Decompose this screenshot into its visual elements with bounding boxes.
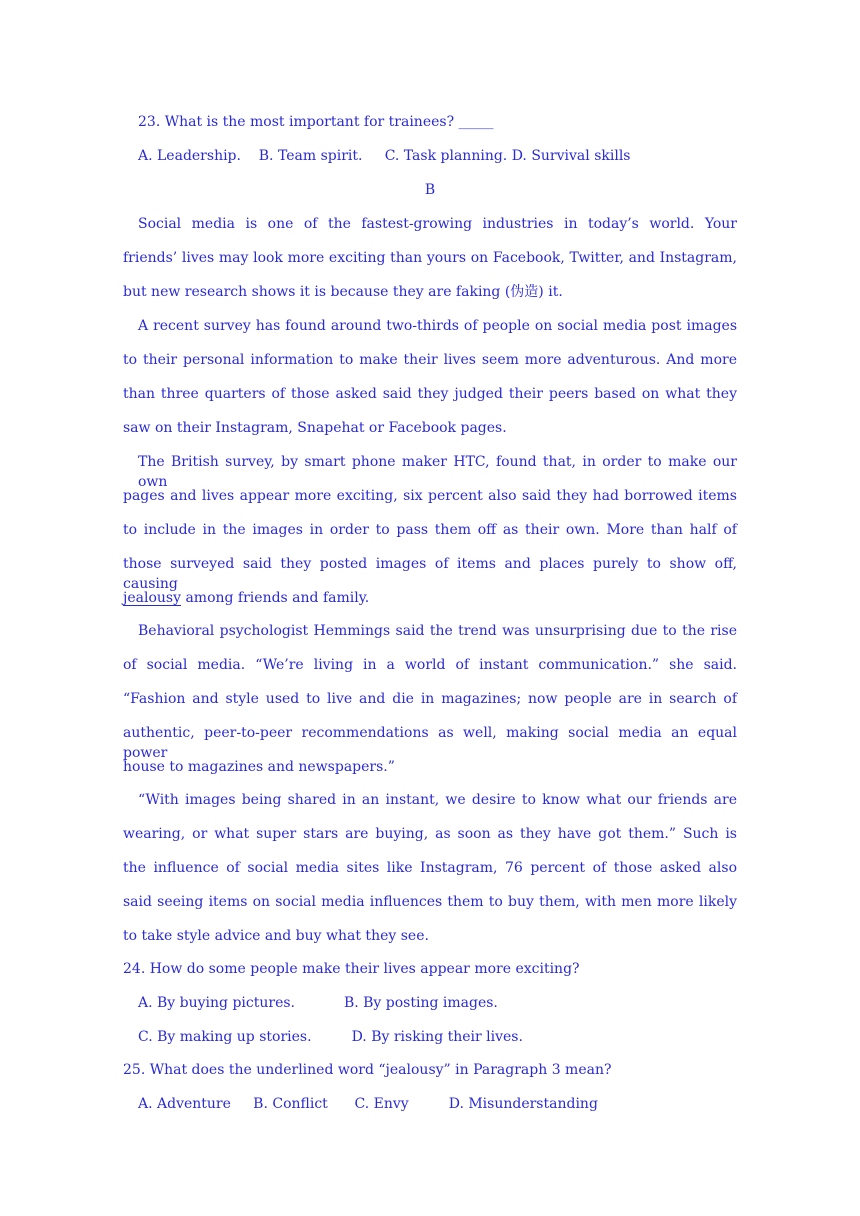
paragraph-2-line-3: than three quarters of those asked said they judged their peers based on what they xyxy=(123,386,737,402)
paragraph-1-line-1: Social media is one of the fastest-growing industries in today’s world. Your xyxy=(138,216,737,232)
question-23-options: A. Leadership. B. Team spirit. C. Task planning. D. Survival skills xyxy=(138,148,631,164)
paragraph-5-line-4: said seeing items on social media influences them to buy them, with men more likely xyxy=(123,894,737,910)
paragraph-3-line-5-rest: among friends and family. xyxy=(181,590,370,606)
paragraph-3-line-1: The British survey, by smart phone maker HTC, found that, in order to make our own xyxy=(138,454,737,490)
paragraph-2-line-2: to their personal information to make their lives seem more adventurous. And more xyxy=(123,352,737,368)
question-24-options-row-1: A. By buying pictures. B. By posting images. xyxy=(138,995,498,1011)
paragraph-1-line-2: friends’ lives may look more exciting than yours on Facebook, Twitter, and Instagram, xyxy=(123,250,737,266)
question-24-options-row-2: C. By making up stories. D. By risking their lives. xyxy=(138,1029,523,1045)
question-25: 25. What does the underlined word “jealousy” in Paragraph 3 mean? xyxy=(123,1062,612,1078)
paragraph-3-line-3: to include in the images in order to pass them off as their own. More than half of xyxy=(123,522,737,538)
paragraph-4-line-4: authentic, peer-to-peer recommendations as well, making social media an equal power xyxy=(123,725,737,761)
paragraph-4-line-5: house to magazines and newspapers.” xyxy=(123,759,395,775)
question-25-options: A. Adventure B. Conflict C. Envy D. Misunderstanding xyxy=(138,1096,598,1112)
paragraph-3-line-4: those surveyed said they posted images of items and places purely to show off, causing xyxy=(123,556,737,592)
question-23: 23. What is the most important for trainees? _____ xyxy=(138,114,494,130)
underlined-word-jealousy: jealousy xyxy=(123,590,181,606)
paragraph-4-line-2: of social media. “We’re living in a world of instant communication.” she said. xyxy=(123,657,737,673)
paragraph-5-line-2: wearing, or what super stars are buying, as soon as they have got them.” Such is xyxy=(123,826,737,842)
paragraph-4-line-1: Behavioral psychologist Hemmings said the trend was unsurprising due to the rise xyxy=(138,623,737,639)
paragraph-1-line-3: but new research shows it is because they are faking (伪造) it. xyxy=(123,284,563,300)
paragraph-2-line-1: A recent survey has found around two-thirds of people on social media post images xyxy=(138,318,737,334)
section-heading-b: B xyxy=(424,182,436,198)
paragraph-3-line-2: pages and lives appear more exciting, six percent also said they had borrowed items xyxy=(123,488,737,504)
paragraph-3-line-5 xyxy=(123,588,737,608)
question-24: 24. How do some people make their lives appear more exciting? xyxy=(123,961,580,977)
paragraph-2-line-4: saw on their Instagram, Snapehat or Facebook pages. xyxy=(123,420,507,436)
paragraph-4-line-3: “Fashion and style used to live and die in magazines; now people are in search of xyxy=(123,691,737,707)
paragraph-5-line-1: “With images being shared in an instant, we desire to know what our friends are xyxy=(138,792,737,808)
paragraph-5-line-3: the influence of social media sites like Instagram, 76 percent of those asked also xyxy=(123,860,737,876)
paragraph-5-line-5: to take style advice and buy what they see. xyxy=(123,928,429,944)
